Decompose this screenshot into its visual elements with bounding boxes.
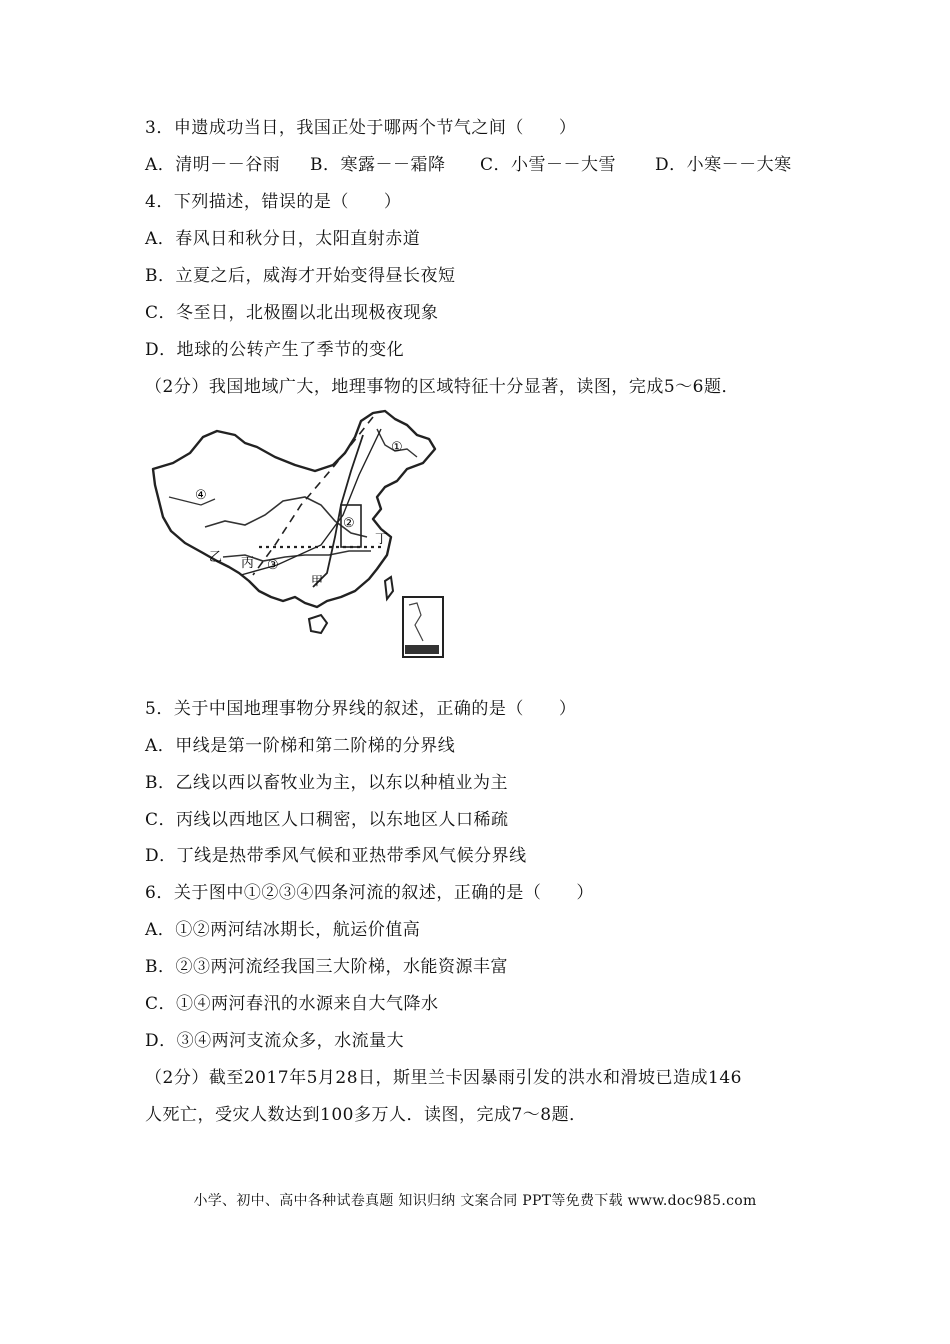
river-4 (169, 497, 215, 505)
label-yi: 乙 (209, 550, 223, 565)
intro-7-8-line2: 人死亡，受灾人数达到100多万人．读图，完成7～8题． (145, 1105, 587, 1125)
line-jia (313, 435, 363, 587)
label-river-2: ② (343, 516, 355, 531)
intro-7-8-line1: （2分）截至2017年5月28日，斯里兰卡因暴雨引发的洪水和滑坡已造成146 (145, 1068, 742, 1088)
hainan-island (309, 615, 327, 633)
label-river-3: ③ (267, 558, 279, 573)
q3-option-a: A．清明－－谷雨 (145, 155, 281, 175)
q4-option-a: A．春风日和秋分日，太阳直射赤道 (145, 229, 421, 249)
q5-option-a: A．甲线是第一阶梯和第二阶梯的分界线 (145, 736, 456, 756)
q5-option-c: C．丙线以西地区人口稠密，以东地区人口稀疏 (145, 810, 509, 830)
q3-option-c: C．小雪－－大雪 (480, 155, 617, 175)
label-ding: 丁 (375, 532, 389, 547)
q4-stem: 4．下列描述，错误的是（ ） (145, 192, 402, 212)
intro-5-6: （2分）我国地域广大，地理事物的区域特征十分显著，读图，完成5～6题． (145, 377, 739, 397)
label-river-1: ① (391, 440, 403, 455)
q5-option-d: D．丁线是热带季风气候和亚热带季风气候分界线 (145, 846, 527, 866)
q3-option-d: D．小寒－－大寒 (655, 155, 792, 175)
taiwan-island (385, 577, 393, 599)
q6-option-a: A．①②两河结冰期长，航运价值高 (145, 920, 421, 940)
label-river-4: ④ (195, 488, 207, 503)
q4-option-d: D．地球的公转产生了季节的变化 (145, 340, 405, 360)
label-jia: 甲 (311, 574, 324, 588)
q5-stem: 5．关于中国地理事物分界线的叙述，正确的是（ ） (145, 699, 577, 719)
label-bing: 丙 (241, 556, 255, 571)
q3-options (145, 153, 792, 177)
page-footer: 小学、初中、高中各种试卷真题 知识归纳 文案合同 PPT等免费下载 www.doc985.com (193, 1193, 757, 1209)
q6-option-b: B．②③两河流经我国三大阶梯，水能资源丰富 (145, 957, 508, 977)
q6-option-c: C．①④两河春汛的水源来自大气降水 (145, 994, 439, 1014)
china-map-figure (145, 405, 450, 663)
q4-option-c: C．冬至日，北极圈以北出现极夜现象 (145, 303, 439, 323)
q3-option-b: B．寒露－－霜降 (310, 155, 446, 175)
q4-option-b: B．立夏之后，威海才开始变得昼长夜短 (145, 266, 456, 286)
q5-option-b: B．乙线以西以畜牧业为主，以东以种植业为主 (145, 773, 508, 793)
q6-stem: 6．关于图中①②③④四条河流的叙述，正确的是（ ） (145, 883, 594, 903)
q6-option-d: D．③④两河支流众多，水流量大 (145, 1031, 405, 1051)
q3-stem: 3．申遗成功当日，我国正处于哪两个节气之间（ ） (145, 118, 577, 138)
